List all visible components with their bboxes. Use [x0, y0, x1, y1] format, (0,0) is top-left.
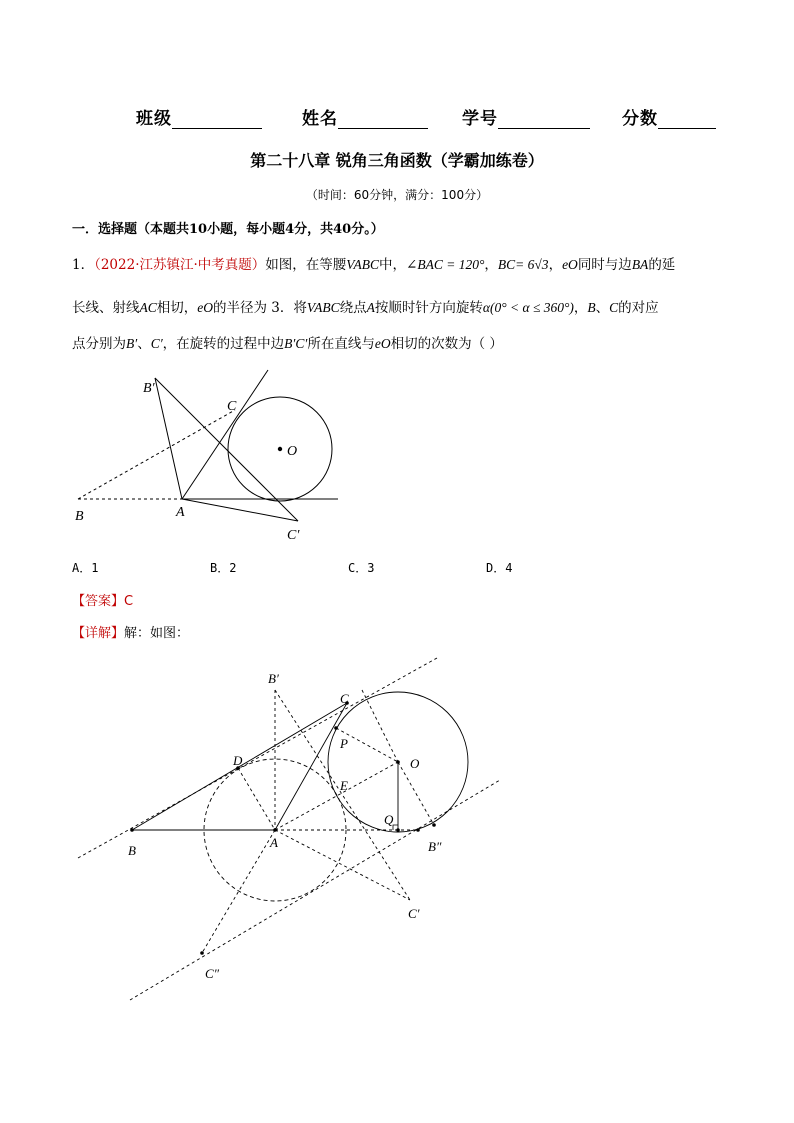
- segment-a-cprime: [275, 830, 410, 900]
- label-q: Q: [384, 812, 394, 827]
- detail-text: 解：如图：: [124, 626, 190, 641]
- option-a[interactable]: A．1: [72, 561, 99, 575]
- segment-d-a: [238, 768, 275, 830]
- point-label: B: [587, 300, 596, 315]
- segment-a-cdoubleprime: [202, 830, 275, 953]
- label-d: D: [233, 753, 243, 768]
- label-e: E: [340, 778, 348, 793]
- question-text: 相切，: [156, 300, 198, 316]
- label-c: C: [340, 691, 349, 706]
- label-a: A: [176, 505, 185, 520]
- circle-symbol: eO: [562, 257, 578, 272]
- question-number: 1．: [72, 257, 95, 273]
- point-c-doubleprime: [200, 951, 204, 955]
- question-line-3: [72, 334, 727, 354]
- student-id-blank[interactable]: [498, 110, 590, 129]
- question-text: 、: [137, 336, 151, 352]
- point-label: A: [366, 300, 375, 315]
- score-label: 分数: [622, 109, 658, 129]
- point-p: [334, 726, 338, 730]
- tangent-line-top: [78, 658, 437, 858]
- segment-c-o: [362, 690, 398, 762]
- question-text: 如图，在等腰: [265, 257, 347, 273]
- triangle-symbol: VABC: [346, 257, 380, 272]
- question-text: 按顺时针方向旋转: [374, 300, 483, 316]
- label-c-prime: C′: [287, 528, 300, 543]
- circle-symbol: eO: [374, 336, 391, 351]
- point-a: [273, 828, 277, 832]
- answer-value: C: [124, 594, 134, 609]
- question-text: 绕点: [339, 300, 367, 316]
- segment-label: BA: [631, 257, 649, 272]
- class-label: 班级: [136, 109, 172, 129]
- label-c: C: [227, 399, 237, 414]
- label-o: O: [410, 756, 420, 771]
- question-text: 相切的次数为（ ）: [390, 336, 503, 352]
- segment-ab-prime: [155, 378, 182, 499]
- point-b-doubleprime: [416, 828, 420, 832]
- question-text: 中，: [379, 257, 407, 273]
- ray-ac: [182, 370, 268, 499]
- segment-label: BC: [497, 257, 516, 272]
- point-q: [396, 828, 400, 832]
- score-field[interactable]: [622, 104, 716, 129]
- question-text: 同时与边: [577, 257, 632, 273]
- detail-row: [72, 622, 189, 641]
- exam-info: （时间：60分钟，满分：100分）: [305, 188, 489, 202]
- question-text: ，在旋转的过程中边: [162, 336, 285, 352]
- question-text: 的对应: [618, 300, 659, 316]
- point-o: [396, 760, 400, 764]
- question-text: 、: [595, 300, 610, 316]
- segment-ac-prime: [182, 499, 298, 521]
- question-text: 点分别为: [72, 336, 126, 352]
- label-p: P: [340, 736, 348, 751]
- label-b-prime: B′: [143, 381, 155, 396]
- label-b-doubleprime: B″: [428, 839, 442, 854]
- name-blank[interactable]: [338, 110, 428, 129]
- point-label: B′: [126, 336, 138, 351]
- segment-label: B′C′: [284, 336, 308, 351]
- label-c-prime: C′: [408, 906, 420, 921]
- circle-symbol: eO: [197, 300, 214, 315]
- question-text: ，: [573, 300, 588, 316]
- figure-2-diagram: [60, 650, 520, 1010]
- segment-o-tangent: [398, 762, 434, 825]
- section-heading: 一．选择题（本题共10小题，每小题4分，共40分。）: [72, 222, 384, 237]
- triangle-symbol: VABC: [306, 300, 340, 315]
- equation: = 6: [515, 257, 535, 272]
- figure-1-diagram: [60, 365, 360, 550]
- chapter-title: 第二十八章 锐角三角函数（学霸加练卷）: [250, 151, 544, 170]
- point-label: C: [609, 300, 619, 315]
- alpha-range: α(0° < α ≤ 360°): [482, 300, 574, 315]
- option-d[interactable]: D．4: [486, 561, 513, 575]
- label-b: B: [75, 509, 84, 524]
- detail-label: 【详解】: [72, 626, 125, 641]
- label-b-prime: B′: [268, 671, 279, 686]
- question-source: （2022·江苏镇江·中考真题）: [94, 257, 266, 273]
- question-text: ，: [484, 257, 498, 273]
- label-c-doubleprime: C″: [205, 966, 220, 981]
- point-tangent: [432, 823, 436, 827]
- question-text: 的延: [648, 257, 676, 273]
- segment-label: AC: [139, 300, 157, 315]
- option-c[interactable]: C．3: [348, 561, 375, 575]
- class-blank[interactable]: [172, 110, 262, 129]
- center-dot: [278, 447, 282, 451]
- sqrt-expression: √3: [534, 257, 549, 272]
- student-id-field[interactable]: [462, 104, 590, 129]
- question-text: 长线、射线: [72, 300, 140, 316]
- tangent-line-bottom: [130, 780, 500, 1000]
- question-text: ，: [548, 257, 563, 273]
- question-line-2: [72, 298, 727, 318]
- answer-row: [72, 590, 133, 609]
- angle-expression: ∠BAC = 120°: [406, 257, 485, 272]
- score-blank[interactable]: [658, 110, 716, 129]
- point-b: [130, 828, 134, 832]
- option-b[interactable]: B．2: [210, 561, 237, 575]
- student-id-label: 学号: [462, 109, 498, 129]
- label-b: B: [128, 843, 136, 858]
- question-line-1: [72, 255, 727, 275]
- name-field[interactable]: [302, 104, 428, 129]
- label-a: A: [270, 835, 278, 850]
- label-o: O: [287, 444, 298, 459]
- point-label: C′: [150, 336, 163, 351]
- segment-ac: [275, 703, 347, 830]
- question-text: 的半径为 3．将: [213, 300, 307, 316]
- name-label: 姓名: [302, 109, 338, 129]
- class-field[interactable]: [136, 104, 262, 129]
- question-text: 所在直线与: [307, 336, 375, 352]
- answer-label: 【答案】: [72, 594, 125, 609]
